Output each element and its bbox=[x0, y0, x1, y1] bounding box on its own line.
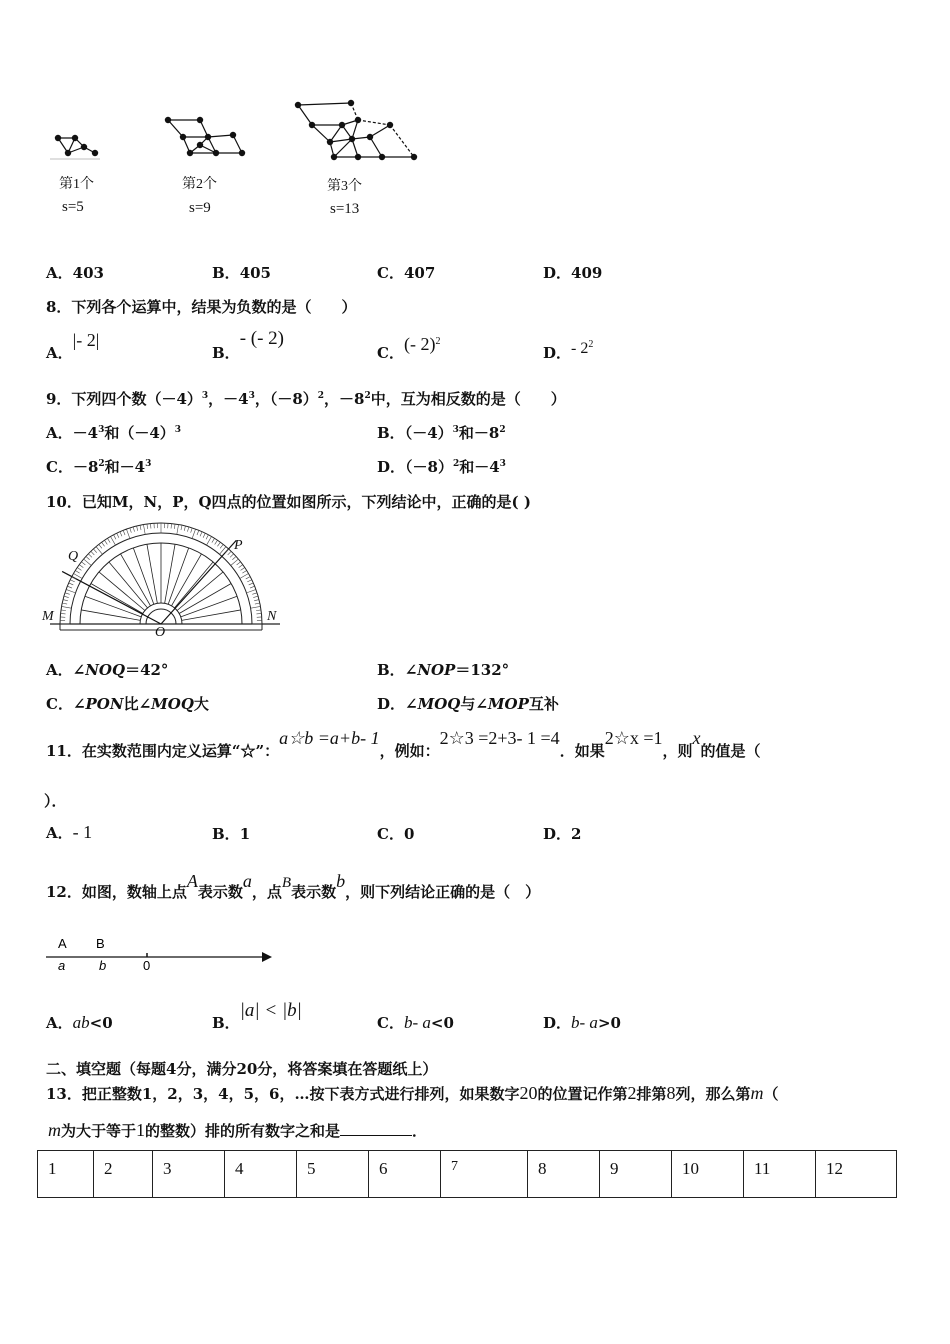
protractor-tick bbox=[181, 525, 182, 530]
protractor-tick bbox=[217, 542, 220, 546]
q7-option-a[interactable]: A．403 bbox=[46, 264, 104, 282]
protractor-tick bbox=[81, 562, 85, 565]
q12-option-b[interactable]: B．|a| < |b| bbox=[212, 1000, 302, 1032]
protractor-tick bbox=[220, 544, 223, 548]
protractor-tick bbox=[66, 589, 75, 592]
table-row bbox=[38, 1151, 897, 1198]
q12-option-c[interactable]: C．b- a<0 bbox=[377, 1013, 454, 1032]
point-m-label: M bbox=[42, 609, 54, 624]
protractor-tick bbox=[126, 529, 129, 538]
protractor-tick bbox=[256, 610, 261, 611]
protractor-tick bbox=[212, 538, 215, 542]
protractor-tick bbox=[64, 596, 69, 597]
table-cell: 1 bbox=[38, 1151, 94, 1198]
protractor-tick bbox=[91, 551, 94, 555]
protractor-tick bbox=[240, 574, 249, 579]
figure-1-count: s=5 bbox=[62, 199, 84, 215]
protractor-tick bbox=[88, 554, 92, 557]
table-cell: 6 bbox=[369, 1151, 441, 1198]
protractor-tick bbox=[120, 532, 122, 537]
protractor-tick bbox=[237, 562, 241, 565]
protractor-tick bbox=[230, 554, 234, 557]
q12-option-d[interactable]: D．b- a>0 bbox=[543, 1013, 621, 1032]
q11-option-b[interactable]: B．1 bbox=[212, 825, 251, 843]
protractor-tick bbox=[207, 537, 212, 546]
point-p-label: P bbox=[234, 538, 243, 553]
protractor-tick bbox=[192, 529, 195, 538]
q9-option-b[interactable]: B．$(-4)^3$和$-8^2$ bbox=[377, 424, 506, 442]
q13-stem-line2: m为大于等于1的整数）排的所有数字之和是 ． bbox=[48, 1120, 428, 1140]
protractor-tick bbox=[111, 537, 116, 546]
protractor-tick bbox=[93, 549, 96, 553]
q7-option-d[interactable]: D．409 bbox=[543, 264, 603, 282]
protractor-tick bbox=[61, 613, 66, 614]
protractor-tick bbox=[241, 568, 245, 571]
q10-option-c[interactable]: C．∠PON比∠MOQ大 bbox=[46, 695, 209, 713]
protractor-tick bbox=[256, 613, 261, 614]
q9-option-c[interactable]: C．$-8^2$和$-4^3$ bbox=[46, 458, 152, 476]
protractor-tick bbox=[191, 528, 193, 533]
protractor-ray bbox=[165, 544, 175, 603]
value-a-label: a bbox=[58, 958, 66, 973]
q7-option-c[interactable]: C．407 bbox=[377, 264, 436, 282]
protractor-tick bbox=[251, 606, 261, 608]
q9-stem: 9．下列四个数$(-4)^3$，$-4^3$，$(-8)^2$，$-8^2$中，互为相反数的是（ ） bbox=[46, 390, 566, 408]
protractor-tick bbox=[117, 533, 119, 537]
value-b-label: b bbox=[99, 958, 107, 973]
q10-option-b[interactable]: B．∠NOP＝132° bbox=[377, 661, 510, 679]
protractor-ray bbox=[181, 596, 237, 617]
section-heading: 二、填空题（每题4分，满分20分，将答案填在答题纸上） bbox=[46, 1060, 438, 1078]
q11-option-c[interactable]: C．0 bbox=[377, 825, 415, 843]
protractor-ray bbox=[81, 610, 140, 620]
protractor-figure bbox=[40, 520, 285, 638]
protractor-tick bbox=[239, 565, 243, 568]
q11-option-a[interactable]: A．- 1 bbox=[46, 822, 93, 842]
table-cell: 7 bbox=[441, 1151, 528, 1198]
protractor-tick bbox=[99, 544, 102, 548]
protractor-tick bbox=[114, 535, 116, 539]
figure-3-count: s=13 bbox=[330, 201, 360, 217]
protractor-tick bbox=[177, 525, 179, 535]
q13-stem-line1: 13．把正整数1，2，3，4，5，6，…按下表方式进行排列，如果数字20的位置记作第2排第8列，那么第m（ bbox=[46, 1083, 779, 1103]
protractor-tick bbox=[250, 586, 255, 588]
protractor-tick bbox=[72, 577, 76, 579]
protractor-tick bbox=[200, 532, 202, 537]
table-cell: 5 bbox=[297, 1151, 369, 1198]
q9-option-a[interactable]: A．$-4^3$和$(-4)^3$ bbox=[46, 424, 182, 442]
protractor-tick bbox=[232, 556, 236, 559]
pattern-figure bbox=[40, 95, 440, 165]
point-a-label: A bbox=[58, 936, 67, 951]
protractor-tick bbox=[171, 524, 172, 529]
ray-op bbox=[161, 541, 236, 624]
q11-stem-end: ）． bbox=[44, 792, 67, 810]
protractor-tick bbox=[61, 610, 66, 611]
point-n-label: N bbox=[267, 609, 277, 624]
protractor-tick bbox=[254, 600, 259, 601]
protractor-tick bbox=[252, 593, 257, 595]
q12-option-a[interactable]: A．ab<0 bbox=[46, 1013, 113, 1032]
protractor-ray bbox=[121, 554, 151, 606]
protractor-tick bbox=[249, 583, 254, 585]
point-q-label: Q bbox=[68, 549, 79, 564]
protractor-tick bbox=[77, 568, 81, 571]
protractor-tick bbox=[247, 589, 256, 592]
zero-label: 0 bbox=[143, 958, 151, 973]
protractor-ray bbox=[91, 584, 143, 614]
protractor-tick bbox=[75, 570, 79, 573]
protractor-tick bbox=[63, 600, 68, 601]
protractor-tick bbox=[206, 535, 208, 539]
q10-option-d[interactable]: D．∠MOQ与∠MOP互补 bbox=[377, 695, 559, 713]
protractor-tick bbox=[140, 525, 141, 530]
q9-option-d[interactable]: D．$(-8)^2$和$-4^3$ bbox=[377, 458, 506, 476]
figure-3-label: 第3个 bbox=[327, 179, 362, 194]
table-cell: 4 bbox=[225, 1151, 297, 1198]
q8-option-c[interactable]: C．(- 2)$^2$ bbox=[377, 334, 441, 362]
protractor-tick bbox=[79, 565, 83, 568]
protractor-ray bbox=[182, 610, 241, 620]
protractor-tick bbox=[62, 606, 72, 608]
figure-2-count: s=9 bbox=[189, 200, 211, 216]
table-cell: 11 bbox=[744, 1151, 816, 1198]
protractor-tick bbox=[228, 551, 231, 555]
protractor-tick bbox=[107, 538, 110, 542]
protractor-tick bbox=[102, 542, 105, 546]
figure-1-label: 第1个 bbox=[59, 177, 94, 192]
protractor-tick bbox=[203, 533, 205, 537]
table-cell: 2 bbox=[94, 1151, 153, 1198]
number-table bbox=[37, 1150, 897, 1198]
q8-option-d[interactable]: D．- $2^2$ bbox=[543, 339, 594, 362]
protractor-tick bbox=[150, 524, 151, 529]
protractor-tick bbox=[253, 596, 258, 597]
protractor-tick bbox=[69, 583, 74, 585]
protractor-tick bbox=[130, 528, 132, 533]
protractor-tick bbox=[70, 580, 74, 582]
q10-option-a[interactable]: A．∠NOQ＝42° bbox=[46, 661, 169, 679]
protractor-ray bbox=[85, 596, 141, 617]
protractor-tick bbox=[62, 603, 67, 604]
protractor-tick bbox=[147, 524, 148, 529]
protractor-ray bbox=[133, 548, 154, 604]
q8-stem: 8．下列各个运算中，结果为负数的是（ ） bbox=[46, 298, 357, 316]
protractor-tick bbox=[174, 524, 175, 529]
q11-stem: 11．在实数范围内定义运算“☆”：a☆b =a+b- 1，例如：2☆3 =2+3- 1 =4．如果2☆x =1，则x的值是（ bbox=[46, 728, 761, 760]
table-cell: 10 bbox=[672, 1151, 744, 1198]
q7-option-b[interactable]: B．405 bbox=[212, 264, 271, 282]
protractor-tick bbox=[133, 527, 134, 532]
protractor-tick bbox=[123, 530, 125, 535]
q11-option-d[interactable]: D．2 bbox=[543, 825, 582, 843]
protractor-tick bbox=[65, 593, 70, 595]
number-line-figure bbox=[44, 932, 279, 974]
table-cell: 12 bbox=[816, 1151, 897, 1198]
protractor-tick bbox=[184, 526, 185, 531]
table-cell: 9 bbox=[600, 1151, 672, 1198]
protractor-tick bbox=[255, 603, 260, 604]
protractor-tick bbox=[246, 577, 250, 579]
protractor-ray bbox=[179, 584, 231, 614]
protractor-ray bbox=[147, 544, 157, 603]
protractor-tick bbox=[67, 586, 72, 588]
protractor-tick bbox=[215, 540, 218, 544]
protractor-tick bbox=[197, 530, 199, 535]
protractor-ray bbox=[172, 554, 202, 606]
protractor-tick bbox=[187, 527, 188, 532]
table-cell: 3 bbox=[153, 1151, 225, 1198]
q10-stem: 10．已知M，N，P，Q四点的位置如图所示，下列结论中，正确的是( ) bbox=[46, 493, 531, 511]
answer-blank[interactable] bbox=[340, 1123, 412, 1136]
protractor-tick bbox=[143, 525, 145, 535]
protractor-tick bbox=[225, 549, 228, 553]
point-o-label: O bbox=[155, 625, 166, 638]
protractor-tick bbox=[247, 580, 251, 582]
protractor-tick bbox=[105, 540, 108, 544]
q8-option-b[interactable]: B．- (- 2) bbox=[212, 328, 284, 362]
q8-option-a[interactable]: A．|- 2| bbox=[46, 330, 100, 362]
table-cell: 8 bbox=[528, 1151, 600, 1198]
point-b-label: B bbox=[96, 936, 105, 951]
figure-2-label: 第2个 bbox=[182, 177, 217, 192]
q12-stem: 12．如图，数轴上点A表示数a，点B表示数b，则下列结论正确的是（ ） bbox=[46, 871, 541, 901]
protractor-tick bbox=[242, 570, 246, 573]
protractor-tick bbox=[137, 526, 138, 531]
protractor-tick bbox=[86, 556, 90, 559]
